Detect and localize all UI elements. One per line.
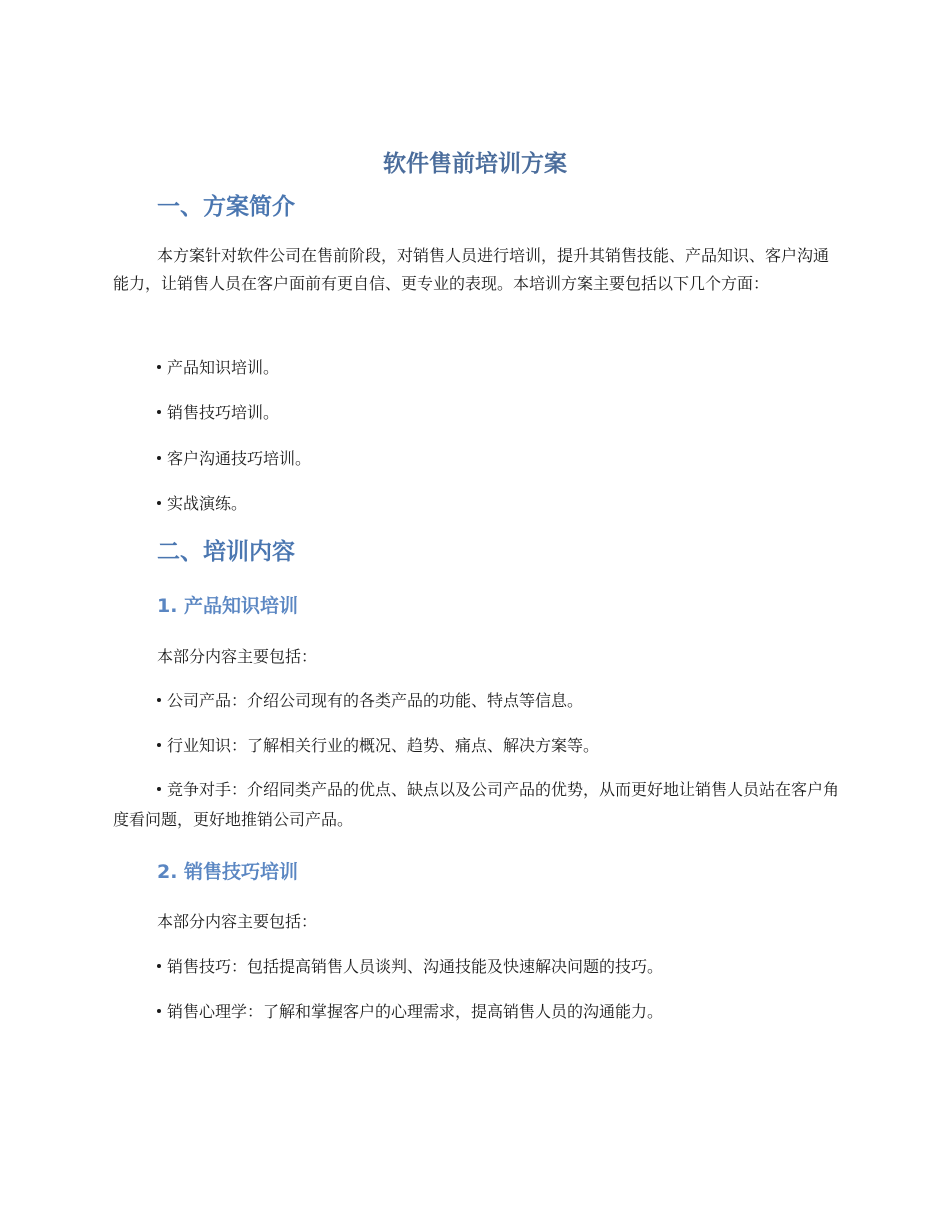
subsection-heading-product: 1. 产品知识培训 xyxy=(157,595,299,617)
bullet-icon xyxy=(157,964,161,968)
overview-bullet-3: 客户沟通技巧培训。 xyxy=(157,447,311,471)
product-bullet-2: 行业知识：了解相关行业的概况、趋势、痛点、解决方案等。 xyxy=(157,734,599,758)
bullet-icon xyxy=(157,743,161,747)
subsection-heading-sales: 2. 销售技巧培训 xyxy=(157,861,299,883)
section-heading-overview: 一、方案简介 xyxy=(157,194,295,220)
bullet-icon xyxy=(157,365,161,369)
bullet-icon xyxy=(157,698,161,702)
bullet-icon xyxy=(157,501,161,505)
bullet-icon xyxy=(157,787,161,791)
sales-bullet-2: 销售心理学：了解和掌握客户的心理需求，提高销售人员的沟通能力。 xyxy=(157,1000,663,1024)
sales-lead-text: 本部分内容主要包括： xyxy=(157,912,318,931)
section-heading-content: 二、培训内容 xyxy=(157,539,295,565)
overview-bullet-4: 实战演练。 xyxy=(157,492,247,516)
sales-bullet-1: 销售技巧：包括提高销售人员谈判、沟通技能及快速解决问题的技巧。 xyxy=(157,955,663,979)
bullet-icon xyxy=(157,410,161,414)
document-title: 软件售前培训方案 xyxy=(383,151,567,177)
product-bullet-3: 竞争对手：介绍同类产品的优点、缺点以及公司产品的优势，从而更好地让销售人员站在客户角度看问题，更好地推销公司产品。 xyxy=(113,780,840,829)
product-bullet-1: 公司产品：介绍公司现有的各类产品的功能、特点等信息。 xyxy=(157,689,583,713)
overview-bullet-1: 产品知识培训。 xyxy=(157,356,279,380)
overview-bullet-2: 销售技巧培训。 xyxy=(157,401,279,425)
bullet-icon xyxy=(157,1009,161,1013)
product-lead-text: 本部分内容主要包括： xyxy=(157,647,318,666)
overview-paragraph: 本方案针对软件公司在售前阶段，对销售人员进行培训，提升其销售技能、产品知识、客户沟通能力，让销售人员在客户面前有更自信、更专业的表现。本培训方案主要包括以下几个方面： xyxy=(113,246,830,293)
bullet-icon xyxy=(157,456,161,460)
